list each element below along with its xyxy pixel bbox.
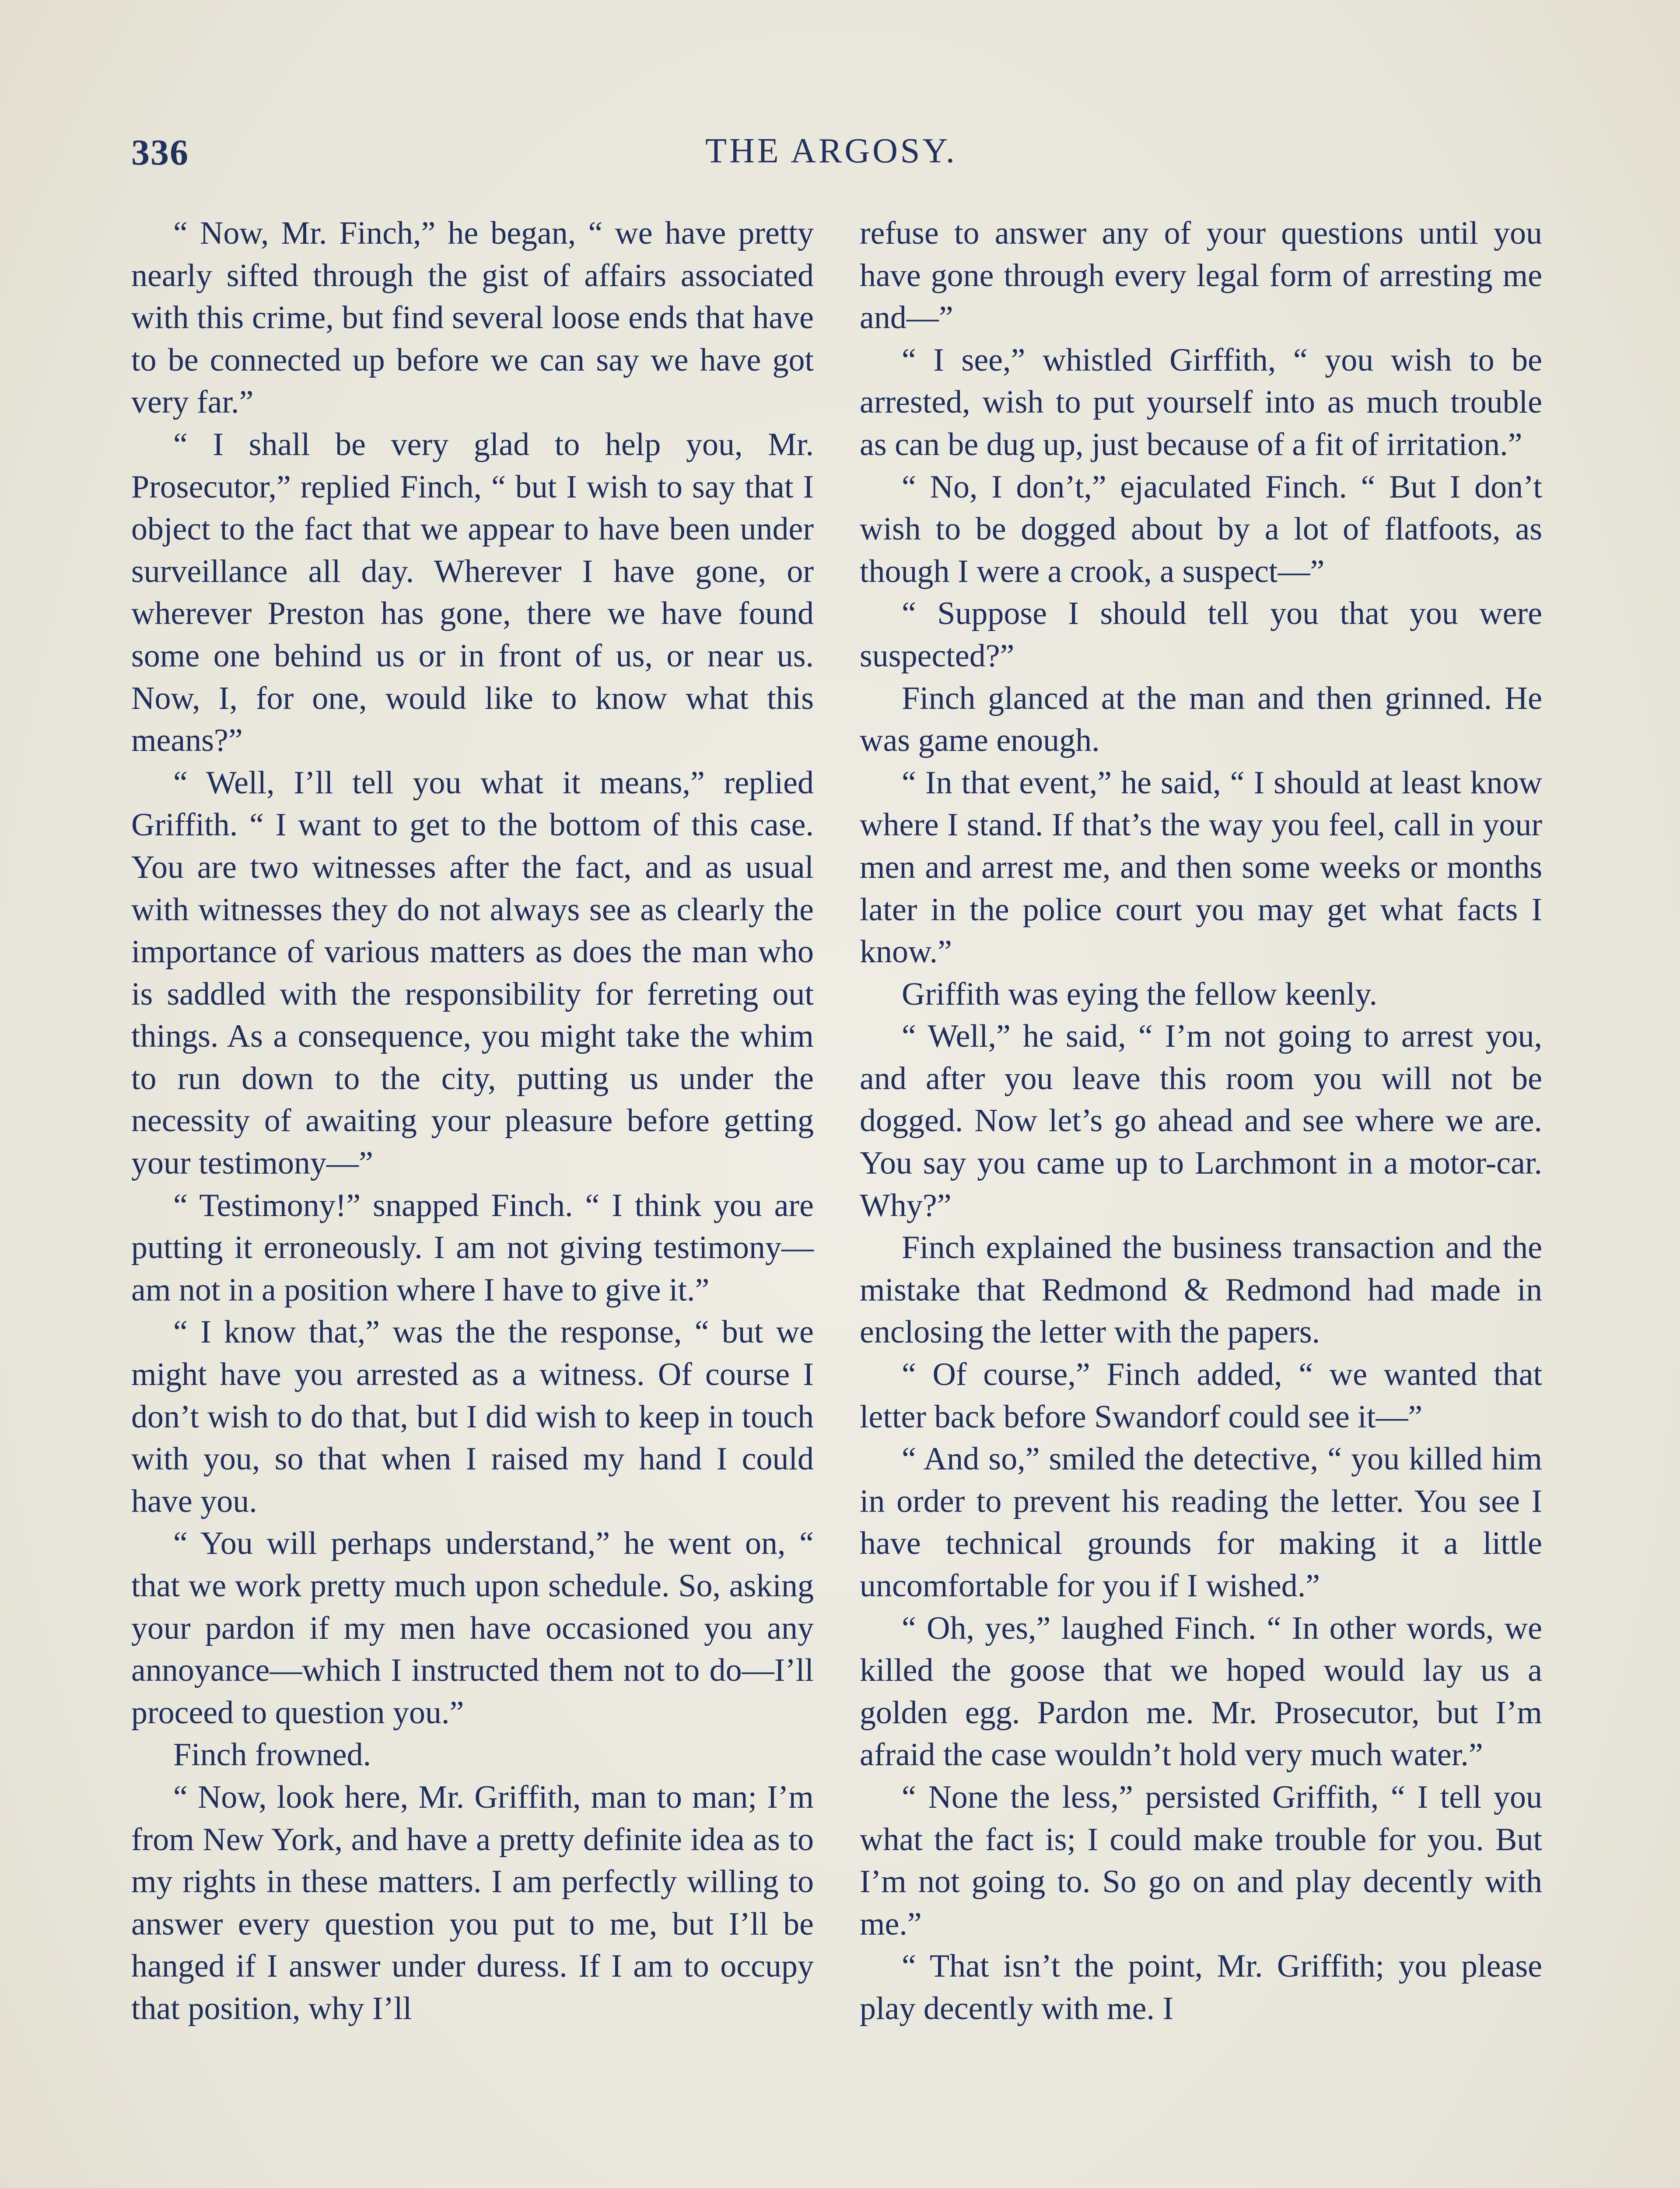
paragraph: “ Now, Mr. Finch,” he began, “ we have pretty nearly sifted through the gist of affairs associated with this crime, but find several loose ends that have to be connected up before we can say we have got very far.” (131, 215, 814, 421)
paragraph: “ Suppose I should tell you that you were suspected?” (860, 596, 1542, 674)
paragraph: “ Now, look here, Mr. Griffith, man to man; I’m from New York, and have a pretty definite idea as to my rights in these matters. I am perfectly willing to answer every question you put to me, but I’ll be hanged if I answer under duress. If I am to occupy that position, why I’ll (131, 1779, 814, 2027)
paragraph: “ Of course,” Finch added, “ we wanted that letter back before Swandorf could see it—” (860, 1357, 1542, 1435)
paragraph: “ No, I don’t,” ejaculated Finch. “ But I don’t wish to be dogged about by a lot of flatfoots, as though I were a crook, a suspect—” (860, 469, 1542, 589)
paragraph: “ Testimony!” snapped Finch. “ I think you are putting it erroneously. I am not giving testimony—am not in a position where I have to give it.” (131, 1187, 814, 1308)
page-number: 336 (131, 132, 189, 173)
left-column (131, 212, 814, 2030)
paragraph: “ That isn’t the point, Mr. Griffith; you please play decently with me. I (860, 1948, 1542, 2027)
paragraph: “ Well, I’ll tell you what it means,” replied Griffith. “ I want to get to the bottom of this case. You are two witnesses after the fact, and as usual with witnesses they do not always see as clearly the importance of various matters as does the man who is saddled with the responsibility for ferreting out things. As a consequence, you might take the whim to run down to the city, putting us under the necessity of awaiting your pleasure before getting your testimony—” (131, 764, 814, 1182)
page-header (131, 131, 1531, 184)
paragraph: “ You will perhaps understand,” he went on, “ that we work pretty much upon schedule. So, asking your pardon if my men have occasioned you any annoyance—which I instructed them not to do—I’ll proceed to question you.” (131, 1525, 814, 1731)
paragraph: “ Well,” he said, “ I’m not going to arrest you, and after you leave this room you will not be dogged. Now let’s go ahead and see where we are. You say you came up to Larchmont in a motor-car. Why?” (860, 1018, 1542, 1224)
paragraph: “ Oh, yes,” laughed Finch. “ In other words, we killed the goose that we hoped would lay us a golden egg. Pardon me. Mr. Prosecutor, but I’m afraid the case wouldn’t hold very much water.” (860, 1610, 1542, 1773)
paragraph: Finch explained the business transaction and the mistake that Redmond & Redmond had made in enclosing the letter with the papers. (860, 1230, 1542, 1350)
paragraph: Griffith was eying the fellow keenly. (902, 976, 1378, 1012)
paragraph: “ I know that,” was the the response, “ but we might have you arrested as a witness. Of course I don’t wish to do that, but I did wish to keep in touch with you, so that when I raised my hand I could have you. (131, 1314, 814, 1519)
paragraph: Finch frowned. (173, 1737, 371, 1773)
paragraph-continued: refuse to answer any of your questions until you have gone through every legal form of arresting me and—” (860, 215, 1542, 336)
paragraph: “ In that event,” he said, “ I should at least know where I stand. If that’s the way you feel, call in your men and arrest me, and then some weeks or months later in the police court you may get what facts I know.” (860, 764, 1542, 970)
running-title: THE ARGOSY. (705, 132, 957, 170)
paragraph: “ I shall be very glad to help you, Mr. Prosecutor,” replied Finch, “ but I wish to say that I object to the fact that we appear to have been under surveillance all day. Wherever I have gone, or wherever Preston has gone, there we have found some one behind us or in front of us, or near us. Now, I, for one, would like to know what this means?” (131, 426, 814, 759)
paragraph: Finch glanced at the man and then grinned. He was game enough. (860, 680, 1542, 759)
paragraph: “ None the less,” persisted Griffith, “ I tell you what the fact is; I could make trouble for you. But I’m not going to. So go on and play decently with me.” (860, 1779, 1542, 1942)
right-column (860, 212, 1542, 2030)
paragraph: “ I see,” whistled Girffith, “ you wish to be arrested, wish to put yourself into as much trouble as can be dug up, just because of a fit of irritation.” (860, 342, 1542, 463)
paragraph: “ And so,” smiled the detective, “ you killed him in order to prevent his reading the letter. You see I have technical grounds for making it a little uncomfortable for you if I wished.” (860, 1441, 1542, 1604)
